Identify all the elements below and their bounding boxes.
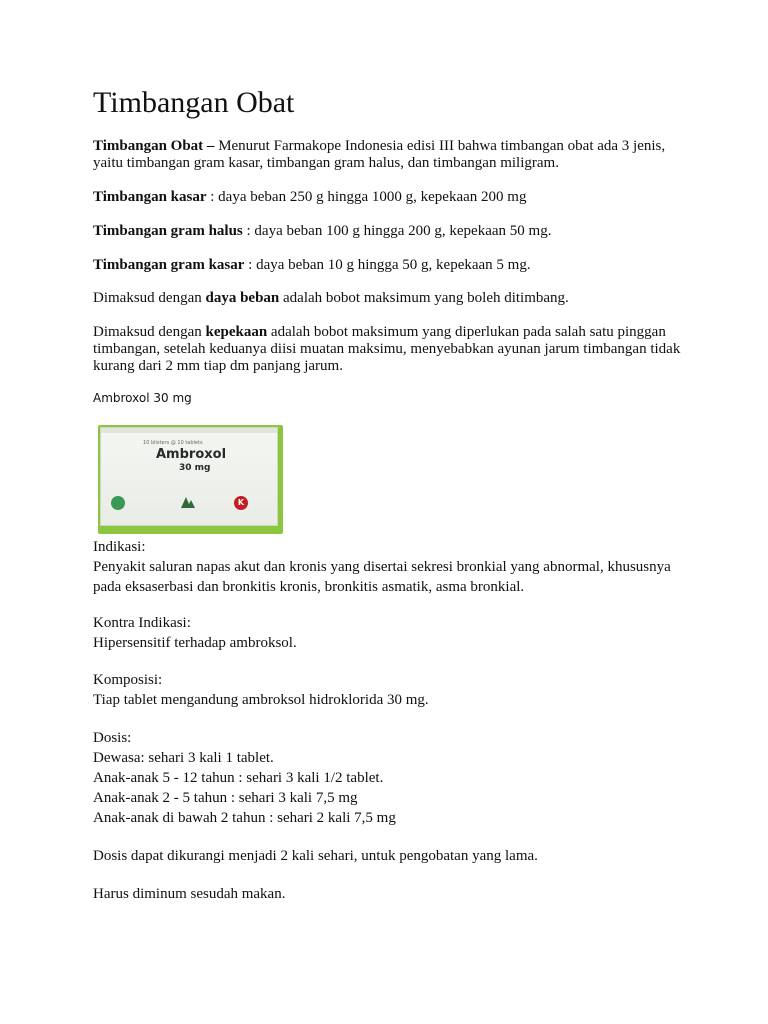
- page-title: Timbangan Obat: [93, 86, 295, 119]
- intro-paragraph: [93, 138, 693, 172]
- box-small-text: 10 blisters @ 10 tablets: [143, 440, 203, 446]
- indikasi-heading: Indikasi:: [93, 539, 146, 555]
- box-top-flap: [101, 428, 277, 433]
- type-gram-kasar-text: : daya beban 10 g hingga 50 g, kepekaan 5 mg.: [244, 257, 531, 273]
- def-kepekaan-bold: kepekaan: [205, 324, 268, 340]
- type-gram-halus-label: Timbangan gram halus: [93, 223, 243, 239]
- dosis-line: Anak-anak di bawah 2 tahun : sehari 2 kali 7,5 mg: [93, 810, 396, 826]
- note-makan-text: Harus diminum sesudah makan.: [93, 886, 286, 902]
- type-gram-halus-text: : daya beban 100 g hingga 200 g, kepekaan 50 mg.: [242, 223, 552, 239]
- type-kasar-label: Timbangan kasar: [93, 189, 207, 205]
- dosis-line: Dewasa: sehari 3 kali 1 tablet.: [93, 750, 274, 766]
- komposisi-text: Tiap tablet mengandung ambroksol hidroklorida 30 mg.: [93, 692, 429, 708]
- def-kepekaan-pre: Dimaksud dengan: [93, 324, 206, 340]
- def-kepekaan: [93, 324, 693, 375]
- def-kepekaan-post: adalah bobot maksimum yang diperlukan pada salah satu pinggan timbangan, setelah keduanya diisi muatan maksimu, menyebabkan ayunan jarum timbangan tidak kurang dari 2 mm tiap dm panjang jarum.: [93, 324, 681, 374]
- section-komposisi: [93, 670, 693, 710]
- product-caption: Ambroxol 30 mg: [93, 391, 192, 405]
- def-daya-beban: [93, 290, 693, 307]
- indikasi-text: Penyakit saluran napas akut dan kronis yang disertai sekresi bronkial yang abnormal, khususnya pada eksaserbasi dan bronkitis kronis, bronkitis asmatik, asma bronkial.: [93, 559, 671, 595]
- dosis-heading: Dosis:: [93, 730, 132, 746]
- type-kasar-text: : daya beban 250 g hingga 1000 g, kepekaan 200 mg: [206, 189, 527, 205]
- type-gram-halus: [93, 223, 693, 240]
- dosis-line: Anak-anak 2 - 5 tahun : sehari 3 kali 7,5 mg: [93, 790, 358, 806]
- company-logo-icon: [179, 494, 197, 510]
- note-makan: [93, 884, 693, 904]
- section-indikasi: [93, 537, 693, 597]
- product-image: [98, 425, 283, 534]
- note-dosis: [93, 846, 693, 866]
- intro-text: Menurut Farmakope Indonesia edisi III bahwa timbangan obat ada 3 jenis, yaitu timbangan gram kasar, timbangan gram halus, dan timbangan miligram.: [93, 138, 666, 171]
- section-kontra-indikasi: [93, 613, 693, 653]
- intro-bold: Timbangan Obat –: [93, 138, 215, 154]
- def-beban-post: adalah bobot maksimum yang boleh ditimbang.: [279, 290, 569, 306]
- komposisi-heading: Komposisi:: [93, 672, 163, 688]
- type-gram-kasar: [93, 257, 693, 274]
- hard-drug-mark-icon: K: [234, 496, 248, 510]
- green-circle-logo-icon: [111, 496, 125, 510]
- def-beban-bold: daya beban: [205, 290, 280, 306]
- def-beban-pre: Dimaksud dengan: [93, 290, 206, 306]
- box-title: Ambroxol: [156, 447, 227, 462]
- type-kasar: [93, 189, 693, 206]
- kontra-text: Hipersensitif terhadap ambroksol.: [93, 635, 297, 651]
- box-dose: 30 mg: [179, 463, 211, 473]
- section-dosis: [93, 728, 693, 828]
- dosis-line: Anak-anak 5 - 12 tahun : sehari 3 kali 1/2 tablet.: [93, 770, 384, 786]
- type-gram-kasar-label: Timbangan gram kasar: [93, 257, 245, 273]
- kontra-heading: Kontra Indikasi:: [93, 615, 191, 631]
- medicine-box: [100, 427, 278, 526]
- note-dosis-text: Dosis dapat dikurangi menjadi 2 kali sehari, untuk pengobatan yang lama.: [93, 848, 538, 864]
